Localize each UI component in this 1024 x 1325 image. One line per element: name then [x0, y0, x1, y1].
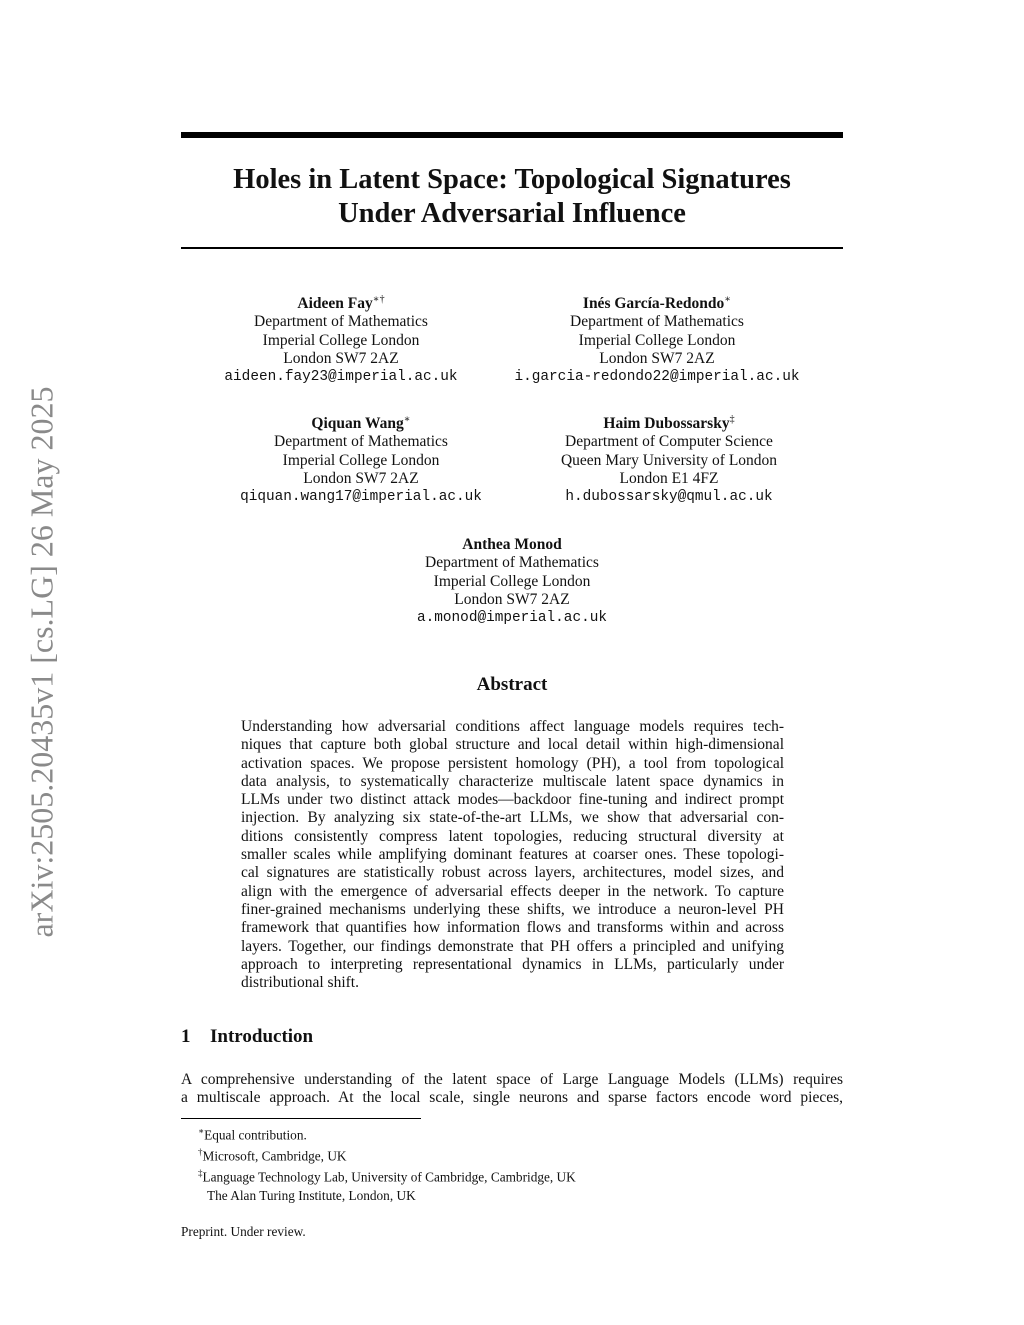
- author-department: Department of Mathematics: [570, 313, 744, 331]
- abstract-line: smaller scales while amplifying dominant features at coarser ones. These topologi-: [241, 846, 784, 864]
- author-marks: ‡: [729, 413, 735, 425]
- arxiv-side-stamp: arXiv:2505.20435v1 [cs.LG] 26 May 2025: [23, 386, 60, 938]
- author-department: Department of Mathematics: [425, 554, 599, 572]
- abstract-line: align with the emergence of adversarial effects deeper in the network. To capture: [241, 882, 784, 900]
- author-email[interactable]: aideen.fay23@imperial.ac.uk: [224, 369, 458, 386]
- intro-line: a multiscale approach. At the local scale, single neurons and sparse factors encode word pieces,: [181, 1089, 843, 1107]
- footnote-mark: †: [198, 1147, 203, 1158]
- author-marks: ∗: [724, 293, 732, 305]
- author-name: Inés García-Redondo: [582, 295, 725, 312]
- footnote-text: The Alan Turing Institute, London, UK: [207, 1187, 416, 1203]
- author-department: Department of Computer Science: [565, 433, 773, 451]
- author-email[interactable]: i.garcia-redondo22@imperial.ac.uk: [514, 369, 800, 386]
- author-email[interactable]: qiquan.wang17@imperial.ac.uk: [240, 489, 482, 506]
- footnote-turing: [198, 1187, 576, 1205]
- intro-line: A comprehensive understanding of the latent space of Large Language Models (LLMs) requires: [181, 1071, 843, 1088]
- author-name: Qiquan Wang: [311, 415, 404, 432]
- abstract-line: approach to interpreting representational dynamics in LLMs, particularly under: [241, 955, 784, 973]
- author-address: London SW7 2AZ: [283, 349, 399, 367]
- abstract-line: distributional shift.: [241, 974, 359, 992]
- author-address: London SW7 2AZ: [454, 590, 570, 608]
- author-block-fay: [181, 295, 501, 386]
- author-name: Aideen Fay: [297, 295, 373, 312]
- author-block-monod: [352, 536, 672, 627]
- footnote-rule: [181, 1118, 421, 1119]
- author-marks: ∗: [403, 413, 411, 425]
- paper-title: [181, 163, 843, 231]
- page-footer: Preprint. Under review.: [181, 1224, 306, 1239]
- footnotes: [198, 1123, 576, 1204]
- abstract-line: activation spaces. We propose persistent homology (PH), a tool from topological: [241, 754, 784, 772]
- abstract-line: ditions consistently compress latent topologies, reducing structural diversity at: [241, 827, 784, 845]
- abstract-line: injection. By analyzing six state-of-the-art LLMs, we show that adversarial con-: [241, 809, 784, 827]
- author-institution: Imperial College London: [433, 572, 591, 590]
- abstract-line: cal signatures are statistically robust across layers, architectures, model sizes, and: [241, 864, 784, 882]
- abstract-line: Understanding how adversarial conditions affect language models requires tech-: [241, 718, 784, 735]
- abstract-body: [241, 718, 784, 992]
- section-number: 1: [181, 1026, 191, 1047]
- section-title: Introduction: [210, 1026, 314, 1047]
- author-email[interactable]: h.dubossarsky@qmul.ac.uk: [565, 489, 773, 506]
- author-institution: Imperial College London: [262, 331, 420, 349]
- footnote-mark: ∗: [198, 1126, 205, 1136]
- author-name: Anthea Monod: [462, 536, 562, 553]
- author-block-garcia-redondo: [497, 295, 817, 386]
- footnote-mark: ‡: [198, 1168, 203, 1179]
- footnote-language-lab: [198, 1165, 576, 1186]
- footnote-microsoft: [198, 1144, 576, 1165]
- abstract-line: data analysis, to systematically characterize multiscale latent space dynamics in: [241, 772, 784, 790]
- footnote-text: Microsoft, Cambridge, UK: [202, 1148, 347, 1164]
- author-email[interactable]: a.monod@imperial.ac.uk: [417, 610, 607, 627]
- author-department: Department of Mathematics: [254, 313, 428, 331]
- author-institution: Imperial College London: [578, 331, 736, 349]
- title-line-2: Under Adversarial Influence: [338, 198, 686, 229]
- author-institution: Queen Mary University of London: [560, 451, 778, 469]
- abstract-line: LLMs under two distinct attack modes—backdoor fine-tuning and indirect prompt: [241, 791, 784, 809]
- abstract-line: layers. Together, our findings demonstrate that PH offers a principled and unifying: [241, 937, 784, 955]
- title-bottom-rule: [181, 247, 843, 249]
- author-address: London SW7 2AZ: [303, 469, 419, 487]
- footnote-text: Equal contribution.: [204, 1127, 307, 1143]
- section-heading-introduction: [181, 1026, 313, 1048]
- author-institution: Imperial College London: [282, 451, 440, 469]
- abstract-line: finer-grained mechanisms underlying these shifts, we introduce a neuron-level PH: [241, 900, 784, 918]
- author-block-wang: [201, 415, 521, 506]
- author-address: London E1 4FZ: [619, 469, 719, 487]
- introduction-body: [181, 1071, 843, 1108]
- abstract-line: framework that quantifies how information flows and transforms within and across: [241, 919, 784, 937]
- footnote-text: Language Technology Lab, University of Cambridge, Cambridge, UK: [202, 1169, 576, 1185]
- author-department: Department of Mathematics: [274, 433, 448, 451]
- abstract-heading: Abstract: [476, 674, 548, 695]
- title-line-1: Holes in Latent Space: Topological Signatures: [233, 164, 791, 195]
- author-name: Haim Dubossarsky: [603, 415, 730, 432]
- title-top-rule: [181, 132, 843, 138]
- author-address: London SW7 2AZ: [599, 349, 715, 367]
- author-block-dubossarsky: [509, 415, 829, 506]
- abstract-line: niques that capture both global structure and local detail within high-dimensional: [241, 736, 784, 754]
- author-marks: ∗†: [372, 293, 385, 305]
- footnote-equal-contribution: [198, 1123, 576, 1144]
